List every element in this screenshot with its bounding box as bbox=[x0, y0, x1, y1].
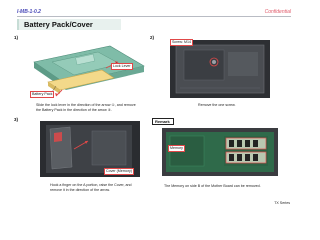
model-code: I-MB-1-0.2 bbox=[17, 9, 41, 15]
step-1-caption-line2: the Battery Pack in the direction of the arrow ②. bbox=[36, 108, 112, 112]
step-2-number: 2) bbox=[150, 35, 155, 40]
step-1-number: 1) bbox=[14, 35, 19, 40]
series-label: TX Series bbox=[274, 201, 290, 205]
header-divider bbox=[17, 16, 291, 17]
step-3-number: 3) bbox=[14, 117, 19, 122]
remark-caption: The Memory on side B of the Mother Board can be removed. bbox=[164, 184, 261, 188]
page-title: Battery Pack/Cover bbox=[24, 20, 93, 29]
remark-label: Remark bbox=[155, 119, 170, 124]
step-3-caption-line2: remove it in the direction of the arrow. bbox=[50, 188, 110, 192]
page-header bbox=[0, 0, 300, 38]
confidential-label: Confidential bbox=[264, 9, 291, 15]
tag-memory: Memory bbox=[170, 146, 183, 150]
tag-screw: Screw: M14 bbox=[172, 40, 191, 44]
step-2-caption: Remove the one screw. bbox=[198, 103, 236, 107]
step-1-caption-line1: Slide the lock lever in the direction of the arrow ①, and remove bbox=[36, 103, 136, 107]
step-2-photo bbox=[170, 40, 270, 98]
tag-battery-pack: Battery Pack bbox=[32, 92, 53, 96]
remark-photo bbox=[162, 128, 278, 176]
tag-cover-memory: Cover (Memory) bbox=[106, 169, 132, 173]
step-3-caption-line1: Hook a finger on the A portion, raise the Cover, and bbox=[50, 183, 132, 187]
tag-lock-lever: Lock Lever bbox=[113, 64, 131, 68]
